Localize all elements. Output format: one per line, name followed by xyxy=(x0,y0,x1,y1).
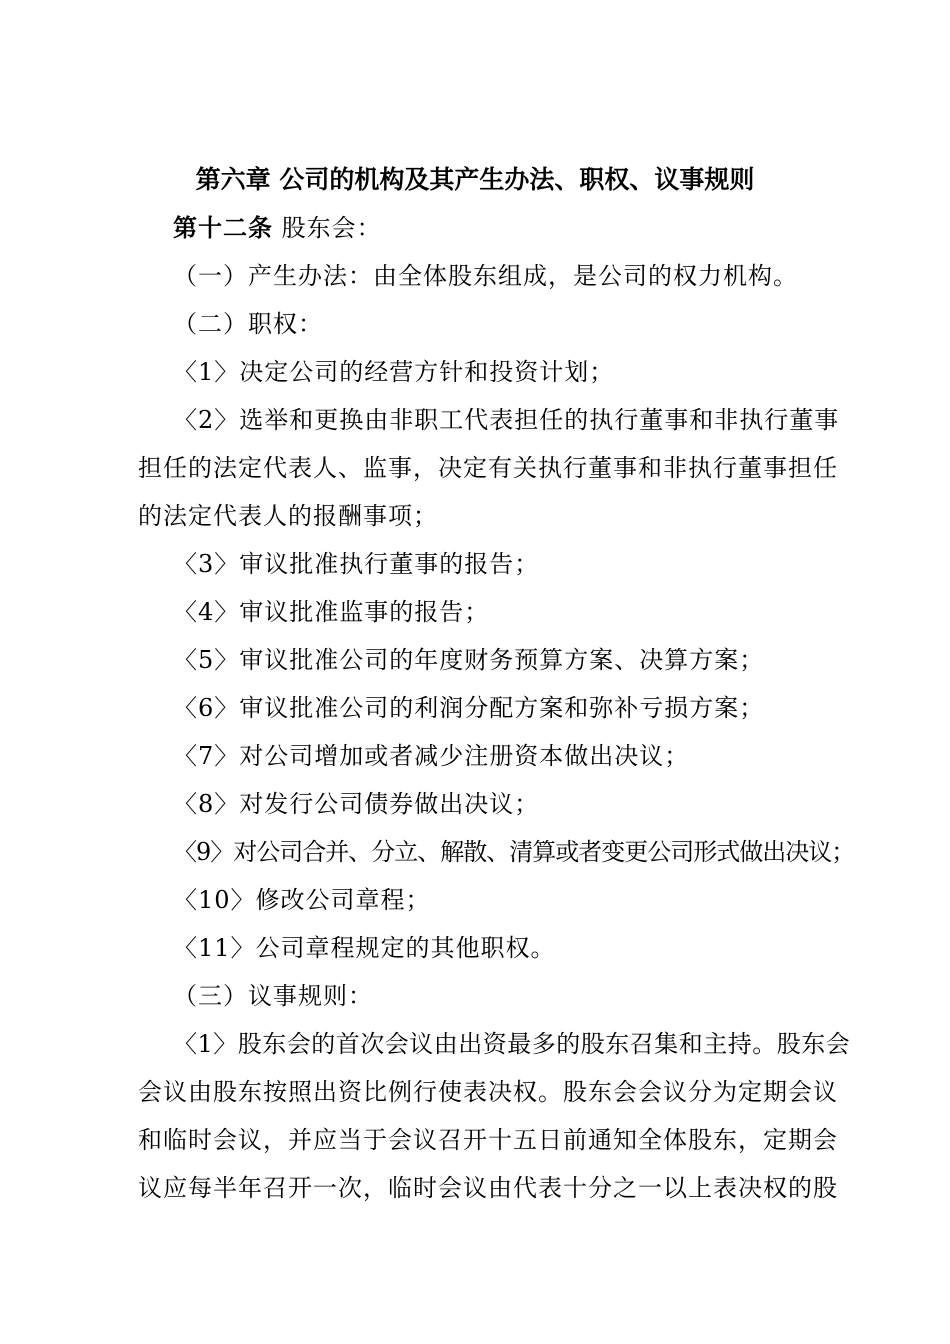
power-item-11: 〈11〉公司章程规定的其他职权。 xyxy=(173,934,556,962)
power-item-1: 〈1〉决定公司的经营方针和投资计划； xyxy=(173,358,615,386)
power-item-7: 〈7〉对公司增加或者减少注册资本做出决议； xyxy=(173,742,690,770)
power-item-2-cont-2: 的法定代表人的报酬事项； xyxy=(138,502,438,530)
power-item-4: 〈4〉审议批准监事的报告； xyxy=(173,598,490,626)
section-powers-heading: （二）职权： xyxy=(173,310,323,338)
power-item-2-cont-1: 担任的法定代表人、监事，决定有关执行董事和非执行董事担任 xyxy=(138,454,838,482)
power-item-2: 〈2〉选举和更换由非职工代表担任的执行董事和非执行董事 xyxy=(173,406,840,434)
power-item-9: 〈9〉对公司合并、分立、解散、清算或者变更公司形式做出决议； xyxy=(173,838,855,866)
power-item-5: 〈5〉审议批准公司的年度财务预算方案、决算方案； xyxy=(173,646,765,674)
power-item-6: 〈6〉审议批准公司的利润分配方案和弥补亏损方案； xyxy=(173,694,765,722)
article-number: 第十二条 xyxy=(173,214,273,242)
section-production-method: （一）产生办法：由全体股东组成，是公司的权力机构。 xyxy=(173,262,798,290)
power-item-8: 〈8〉对发行公司债券做出决议； xyxy=(173,790,540,818)
power-item-3: 〈3〉审议批准执行董事的报告； xyxy=(173,550,540,578)
article-heading xyxy=(173,208,382,248)
chapter-title: 第六章 公司的机构及其产生办法、职权、议事规则 xyxy=(195,165,755,194)
rule-item-1-cont-3: 议应每半年召开一次，临时会议由代表十分之一以上表决权的股 xyxy=(138,1174,838,1202)
section-rules-heading: （三）议事规则： xyxy=(173,982,373,1010)
rule-item-1-cont-2: 和临时会议，并应当于会议召开十五日前通知全体股东，定期会 xyxy=(138,1126,838,1154)
rule-item-1-cont-1: 会议由股东按照出资比例行使表决权。股东会会议分为定期会议 xyxy=(138,1078,838,1106)
article-subject: 股东会： xyxy=(273,214,382,242)
power-item-10: 〈10〉修改公司章程； xyxy=(173,886,431,914)
rule-item-1: 〈1〉股东会的首次会议由出资最多的股东召集和主持。股东会 xyxy=(173,1030,851,1058)
